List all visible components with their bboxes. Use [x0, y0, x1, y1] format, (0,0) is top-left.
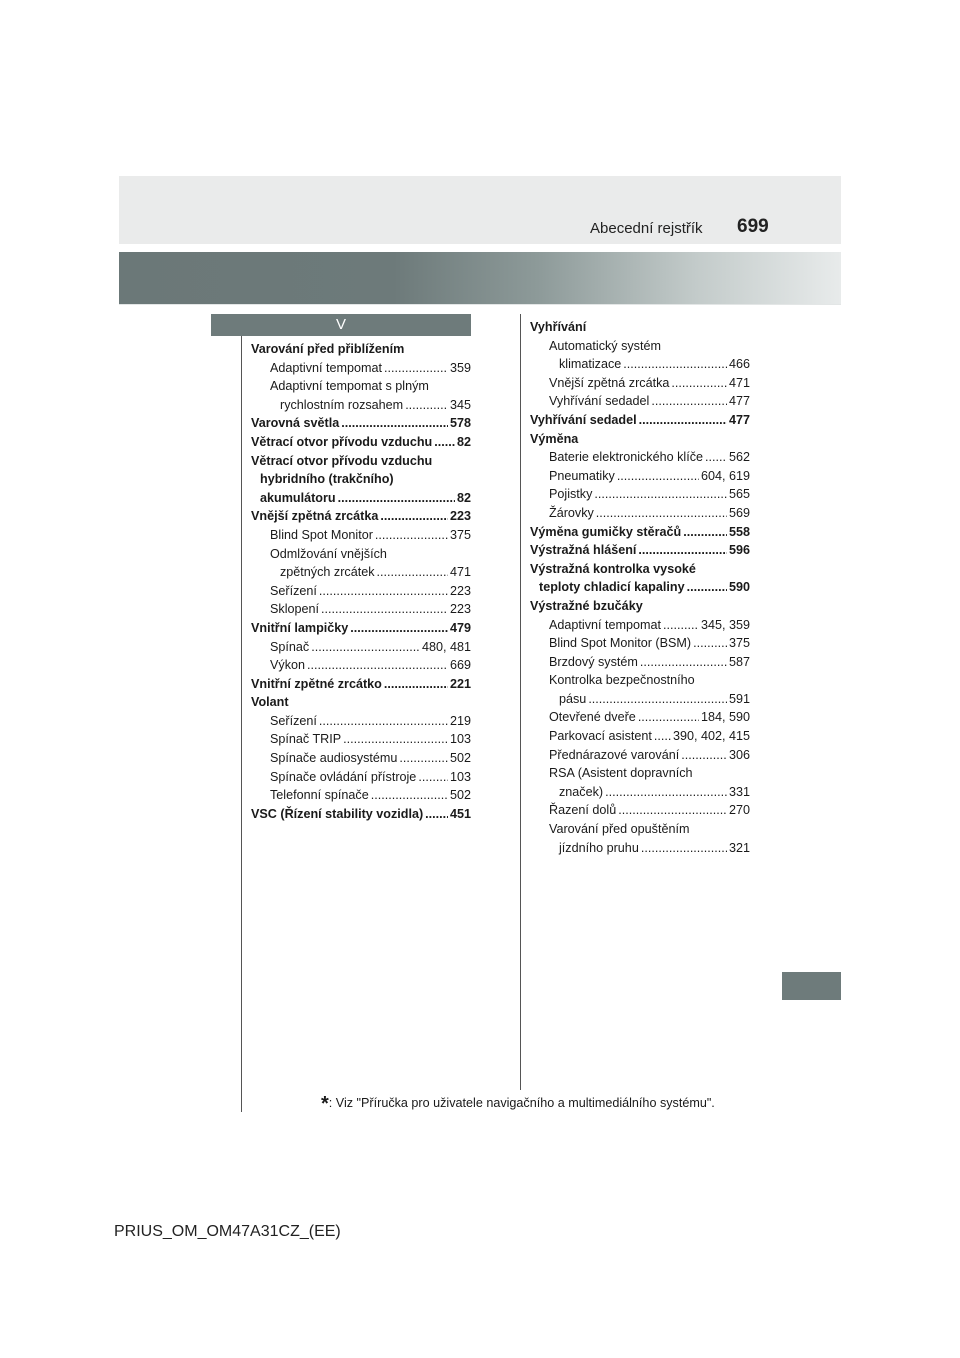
- index-page-ref: 221: [449, 676, 471, 691]
- index-entry: [530, 764, 750, 783]
- index-entry: [251, 433, 471, 452]
- index-page-ref: 565: [728, 487, 750, 502]
- index-term: jízdního pruhu: [559, 840, 639, 855]
- dot-leader: [418, 768, 448, 787]
- dot-leader: [654, 727, 671, 746]
- dot-leader: [375, 526, 448, 545]
- page-number: 699: [737, 216, 769, 237]
- dot-leader: [343, 730, 448, 749]
- index-term: Vnější zpětná zrcátka: [251, 509, 379, 524]
- dot-leader: [588, 690, 727, 709]
- index-column-right: [530, 318, 750, 857]
- index-page-ref: 375: [449, 527, 471, 542]
- dot-leader: [693, 634, 727, 653]
- index-page-ref: 669: [449, 658, 471, 673]
- index-term: Telefonní spínače: [270, 788, 369, 803]
- index-entry: [251, 600, 471, 619]
- index-page-ref: 375: [728, 636, 750, 651]
- index-entry: [251, 768, 471, 787]
- index-term: Výměna gumičky stěračů: [530, 524, 682, 539]
- index-entry: [251, 526, 471, 545]
- index-term: Adaptivní tempomat s plným: [270, 379, 429, 394]
- index-entry: [530, 634, 750, 653]
- index-column-left: [251, 340, 471, 823]
- index-entry: [251, 805, 471, 824]
- index-page-ref: 569: [728, 505, 750, 520]
- index-term: Volant: [251, 695, 289, 710]
- index-term: Vyhřívání sedadel: [530, 412, 637, 427]
- index-page-ref: 578: [449, 416, 471, 431]
- index-page-ref: 184, 590: [700, 710, 750, 725]
- dot-leader: [640, 653, 727, 672]
- index-entry: [530, 467, 750, 486]
- dot-leader: [671, 374, 727, 393]
- index-term: Seřízení: [270, 713, 317, 728]
- document-id: PRIUS_OM_OM47A31CZ_(EE): [114, 1223, 341, 1240]
- index-entry: [530, 430, 750, 449]
- index-entry: [530, 411, 750, 430]
- index-entry: [251, 786, 471, 805]
- index-entry: [251, 545, 471, 564]
- dot-leader: [681, 746, 727, 765]
- index-term: Brzdový systém: [549, 654, 638, 669]
- index-entry: [530, 318, 750, 337]
- index-term: Přednárazové varování: [549, 747, 680, 762]
- index-term: hybridního (trakčního): [260, 472, 394, 487]
- index-term: Varovná světla: [251, 416, 340, 431]
- index-entry: [251, 749, 471, 768]
- index-page-ref: 596: [728, 543, 750, 558]
- dot-leader: [338, 489, 455, 508]
- index-entry: [251, 396, 471, 415]
- dot-leader: [405, 396, 448, 415]
- index-term: Seřízení: [270, 583, 317, 598]
- index-term: Výměna: [530, 431, 579, 446]
- index-page-ref: 587: [728, 654, 750, 669]
- index-term: Blind Spot Monitor (BSM): [549, 636, 692, 651]
- dot-leader: [311, 638, 420, 657]
- dot-leader: [705, 448, 727, 467]
- index-entry: [530, 355, 750, 374]
- dot-leader: [380, 507, 448, 526]
- index-entry: [530, 671, 750, 690]
- index-entry: [251, 582, 471, 601]
- footnote-marker: *: [321, 1093, 329, 1115]
- dot-leader: [596, 504, 727, 523]
- index-term: akumulátoru: [260, 490, 336, 505]
- index-entry: [251, 340, 471, 359]
- index-term: RSA (Asistent dopravních: [549, 766, 693, 781]
- left-column-rule: [241, 336, 242, 1112]
- band-divider: [119, 304, 841, 305]
- chapter-thumb-tab: [782, 972, 841, 1000]
- index-entry: [251, 675, 471, 694]
- index-page-ref: 223: [449, 602, 471, 617]
- index-term: zpětných zrcátek: [280, 565, 375, 580]
- header-gradient-band: [119, 252, 841, 304]
- index-term: značek): [559, 784, 604, 799]
- dot-leader: [663, 616, 699, 635]
- index-page-ref: 477: [728, 394, 750, 409]
- index-entry: [530, 448, 750, 467]
- index-term: rychlostním rozsahem: [280, 397, 404, 412]
- index-term: Parkovací asistent: [549, 729, 652, 744]
- index-term: Výstražná hlášení: [530, 543, 637, 558]
- index-entry: [251, 470, 471, 489]
- index-entry: [251, 414, 471, 433]
- index-entry: [530, 708, 750, 727]
- index-page-ref: 562: [728, 450, 750, 465]
- section-title: Abecední rejstřík: [590, 220, 703, 237]
- header-bar: [119, 176, 841, 244]
- index-entry: [530, 541, 750, 560]
- index-page-ref: 306: [728, 747, 750, 762]
- dot-leader: [434, 433, 455, 452]
- dot-leader: [399, 749, 448, 768]
- index-entry: [530, 801, 750, 820]
- dot-leader: [371, 786, 448, 805]
- index-term: pásu: [559, 691, 587, 706]
- middle-column-rule: [520, 314, 521, 1090]
- index-term: Spínače ovládání přístroje: [270, 769, 417, 784]
- index-page-ref: 103: [449, 769, 471, 784]
- index-term: Varování před opuštěním: [549, 822, 690, 837]
- dot-leader: [617, 467, 699, 486]
- footnote-text: : Viz "Příručka pro uživatele navigačního a multimediálního systému".: [328, 1096, 715, 1110]
- index-entry: [530, 374, 750, 393]
- dot-leader: [377, 563, 448, 582]
- dot-leader: [321, 600, 448, 619]
- index-term: Adaptivní tempomat: [270, 360, 383, 375]
- index-page-ref: 223: [449, 509, 471, 524]
- index-entry: [251, 489, 471, 508]
- index-entry: [530, 839, 750, 858]
- index-entry: [251, 507, 471, 526]
- dot-leader: [687, 578, 727, 597]
- index-entry: [530, 578, 750, 597]
- index-term: Pojistky: [549, 487, 593, 502]
- dot-leader: [384, 675, 448, 694]
- index-page-ref: 82: [456, 434, 471, 449]
- index-page-ref: 331: [728, 784, 750, 799]
- index-entry: [530, 727, 750, 746]
- index-page-ref: 82: [456, 490, 471, 505]
- index-term: Větrací otvor přívodu vzduchu: [251, 434, 433, 449]
- index-entry: [251, 452, 471, 471]
- dot-leader: [350, 619, 448, 638]
- index-page-ref: 502: [449, 751, 471, 766]
- index-entry: [251, 377, 471, 396]
- index-term: klimatizace: [559, 357, 622, 372]
- dot-leader: [683, 523, 727, 542]
- index-entry: [530, 597, 750, 616]
- index-entry: [251, 712, 471, 731]
- index-page-ref: 103: [449, 732, 471, 747]
- dot-leader: [605, 783, 727, 802]
- dot-leader: [638, 541, 727, 560]
- index-entry: [530, 746, 750, 765]
- index-page-ref: 604, 619: [700, 468, 750, 483]
- dot-leader: [594, 485, 727, 504]
- index-entry: [251, 730, 471, 749]
- index-term: Varování před přiblížením: [251, 342, 405, 356]
- dot-leader: [341, 414, 448, 433]
- dot-leader: [651, 392, 727, 411]
- index-entry: [251, 619, 471, 638]
- dot-leader: [623, 355, 727, 374]
- index-term: Sklopení: [270, 602, 320, 617]
- index-entry: [530, 485, 750, 504]
- dot-leader: [307, 656, 448, 675]
- index-page-ref: 345, 359: [700, 617, 750, 632]
- dot-leader: [638, 708, 699, 727]
- index-term: Spínače audiosystému: [270, 751, 398, 766]
- index-entry: [251, 693, 471, 712]
- dot-leader: [319, 582, 448, 601]
- index-page-ref: 321: [728, 840, 750, 855]
- index-term: Výstražná kontrolka vysoké: [530, 561, 696, 576]
- index-term: Spínač TRIP: [270, 732, 342, 747]
- index-entry: [530, 690, 750, 709]
- index-page-ref: 480, 481: [421, 639, 471, 654]
- index-entry: [251, 638, 471, 657]
- index-entry: [251, 359, 471, 378]
- index-term: Pneumatiky: [549, 468, 615, 483]
- index-term: Vnější zpětná zrcátka: [549, 375, 670, 390]
- index-term: Odmlžování vnějších: [270, 546, 387, 561]
- index-entry: [530, 337, 750, 356]
- index-term: Automatický systém: [549, 338, 661, 353]
- dot-leader: [384, 359, 448, 378]
- index-term: Vnitřní zpětné zrcátko: [251, 676, 382, 691]
- index-term: Výkon: [270, 658, 306, 673]
- index-entry: [530, 820, 750, 839]
- dot-leader: [639, 411, 727, 430]
- index-term: Vnitřní lampičky: [251, 620, 349, 635]
- dot-leader: [425, 805, 448, 824]
- index-term: Otevřené dveře: [549, 710, 636, 725]
- index-page-ref: 471: [449, 565, 471, 580]
- index-entry: [530, 653, 750, 672]
- index-entry: [530, 392, 750, 411]
- index-page-ref: 359: [449, 360, 471, 375]
- index-term: teploty chladicí kapaliny: [539, 580, 685, 595]
- index-page-ref: 270: [728, 803, 750, 818]
- index-term: VSC (Řízení stability vozidla): [251, 806, 424, 821]
- index-page-ref: 466: [728, 357, 750, 372]
- index-term: Větrací otvor přívodu vzduchu: [251, 453, 433, 468]
- index-entry: [530, 783, 750, 802]
- index-term: Žárovky: [549, 505, 594, 520]
- index-term: Vyhřívání: [530, 320, 587, 334]
- index-entry: [530, 560, 750, 579]
- index-page-ref: 390, 402, 415: [672, 729, 750, 744]
- index-page-ref: 223: [449, 583, 471, 598]
- index-letter-tab: V: [211, 314, 471, 336]
- index-page-ref: 219: [449, 713, 471, 728]
- index-entry: [530, 523, 750, 542]
- footnote: [321, 1093, 715, 1116]
- index-page-ref: 345: [449, 397, 471, 412]
- index-page-ref: 471: [728, 375, 750, 390]
- index-page-ref: 590: [728, 580, 750, 595]
- index-page-ref: 558: [728, 524, 750, 539]
- index-entry: [530, 616, 750, 635]
- index-page-ref: 479: [449, 620, 471, 635]
- dot-leader: [618, 801, 727, 820]
- index-term: Baterie elektronického klíče: [549, 450, 704, 465]
- index-term: Vyhřívání sedadel: [549, 394, 650, 409]
- dot-leader: [319, 712, 448, 731]
- index-term: Řazení dolů: [549, 803, 617, 818]
- index-page-ref: 477: [728, 412, 750, 427]
- index-term: Adaptivní tempomat: [549, 617, 662, 632]
- index-page-ref: 451: [449, 806, 471, 821]
- index-page-ref: 591: [728, 691, 750, 706]
- index-page-ref: 502: [449, 788, 471, 803]
- index-entry: [251, 563, 471, 582]
- index-entry: [251, 656, 471, 675]
- dot-leader: [641, 839, 727, 858]
- index-term: Blind Spot Monitor: [270, 527, 373, 542]
- index-entry: [530, 504, 750, 523]
- index-term: Výstražné bzučáky: [530, 598, 643, 613]
- index-term: Kontrolka bezpečnostního: [549, 673, 695, 688]
- index-term: Spínač: [270, 639, 310, 654]
